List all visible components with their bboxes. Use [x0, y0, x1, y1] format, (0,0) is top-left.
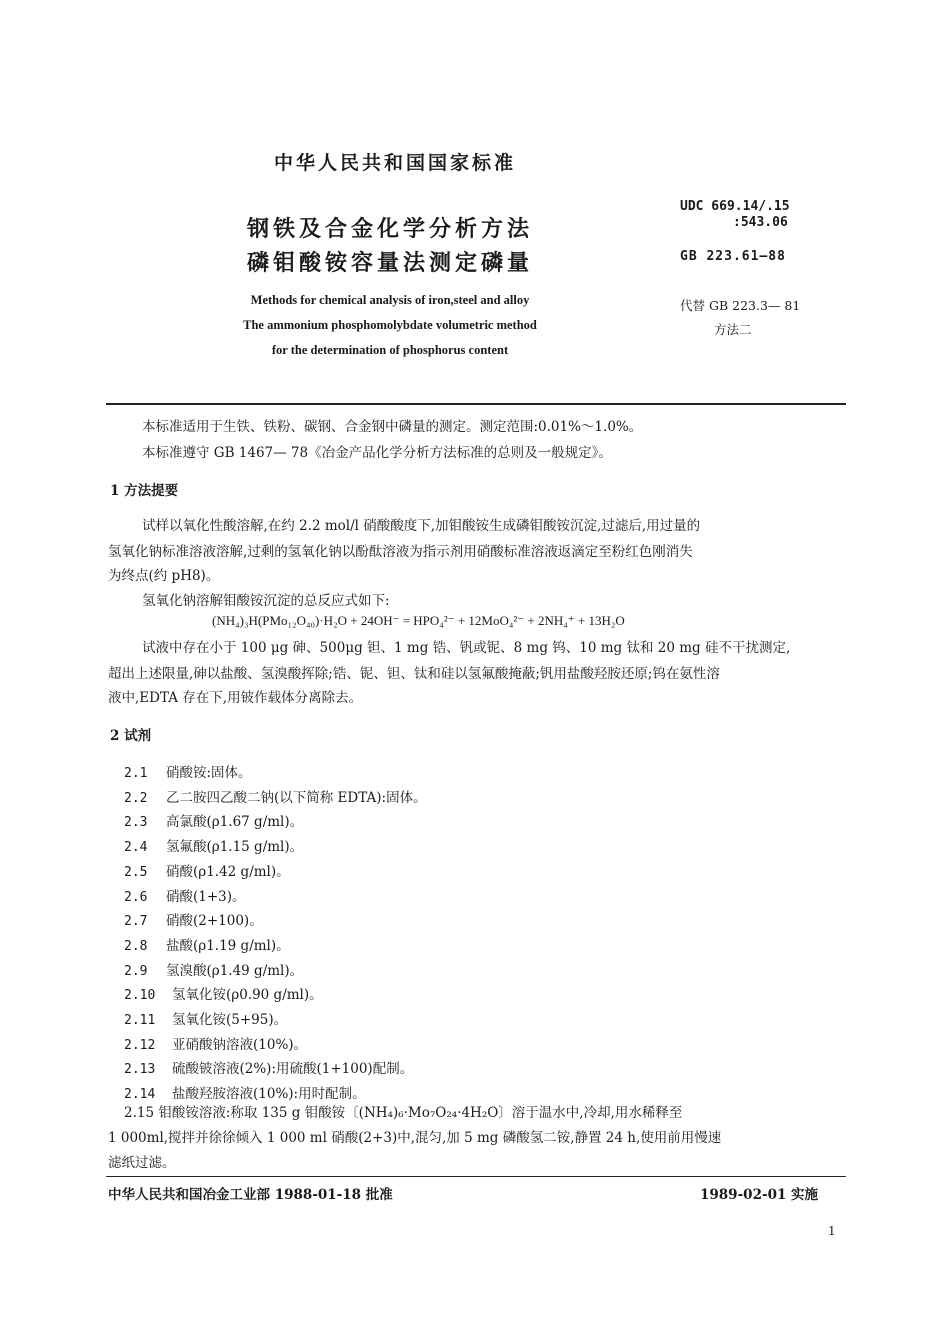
implementation-date: 1989-02-01 实施 — [700, 1187, 819, 1203]
section-2-heading: 2 试剂 — [110, 728, 152, 744]
reagent-text: 氢氟酸(ρ1.15 g/ml)。 — [166, 839, 304, 856]
reagent-item — [124, 959, 303, 979]
reagent-number: 2.13 — [124, 1062, 156, 1078]
reagent-text: 盐酸羟胺溶液(10%):用时配制。 — [172, 1086, 366, 1103]
reagent-number: 2.10 — [124, 988, 156, 1004]
reagent-text: 氢氧化铵(ρ0.90 g/ml)。 — [172, 987, 323, 1004]
reagent-number: 2.12 — [124, 1037, 156, 1053]
reagent-number: 2.2 — [124, 790, 148, 806]
reagent-number: 2.14 — [124, 1087, 156, 1103]
intro-compliance: 本标准遵守 GB 1467— 78《冶金产品化学分析方法标准的总则及一般规定》。 — [142, 445, 612, 461]
reagent-text: 硫酸铍溶液(2%):用硫酸(1+100)配制。 — [172, 1061, 414, 1078]
reagent-2-15-line-3: 滤纸过滤。 — [108, 1155, 176, 1171]
title-en-line-1: Methods for chemical analysis of iron,steel and alloy — [250, 293, 530, 307]
reagent-number: 2.11 — [124, 1013, 156, 1028]
reagent-item — [124, 761, 252, 781]
reagent-item — [124, 1082, 366, 1102]
reaction-formula: (NH₄)₃H(PMo₁₂O₄₀)·H₂O + 24OH⁻ = HPO₄²⁻ + 12MoO₄²⁻ + 2NH₄⁺ + 13H₂O — [212, 613, 625, 628]
reagent-text: 亚硝酸钠溶液(10%)。 — [172, 1036, 308, 1053]
reagent-text: 氢溴酸(ρ1.49 g/ml)。 — [166, 962, 304, 979]
reagent-number: 2.3 — [124, 815, 148, 831]
title-en-line-2: The ammonium phosphomolybdate volumetric method — [243, 318, 537, 332]
principle-line-2: 氢氧化钠标准溶液溶解,过剩的氢氧化钠以酚酞溶液为指示剂用硝酸标准溶液返滴定至粉红色刚消失 — [108, 544, 693, 560]
reagent-number: 2.7 — [124, 914, 148, 930]
title-cn-line-1: 钢铁及合金化学分析方法 — [246, 216, 533, 242]
reagent-item — [124, 934, 290, 954]
reagent-number: 2.5 — [124, 864, 148, 880]
udc-code: UDC 669.14/.15 — [680, 199, 790, 214]
reagent-text: 盐酸(ρ1.19 g/ml)。 — [166, 937, 290, 954]
reagent-text: 高氯酸(ρ1.67 g/ml)。 — [166, 814, 304, 831]
principle-line-3: 为终点(约 pH8)。 — [108, 568, 220, 584]
reagent-item — [124, 885, 246, 905]
title-en-line-3: for the determination of phosphorus content — [271, 343, 509, 357]
gb-number: GB 223.61—88 — [680, 249, 786, 264]
reagent-item — [124, 860, 290, 880]
reagent-text: 硝酸铵:固体。 — [166, 765, 252, 781]
reagent-item — [124, 835, 303, 855]
approval-line: 中华人民共和国冶金工业部 1988-01-18 批准 — [108, 1187, 393, 1203]
reagent-item — [124, 1008, 287, 1028]
reagent-text: 氢氧化铵(5+95)。 — [172, 1012, 288, 1028]
reagent-item — [124, 909, 263, 929]
udc-code-suffix: :543.06 — [733, 215, 788, 230]
method-number: 方法二 — [714, 322, 752, 337]
reagent-item — [124, 983, 323, 1003]
reagent-item — [124, 1033, 307, 1053]
reagent-text: 硝酸(2+100)。 — [166, 913, 263, 930]
reagent-number: 2.6 — [124, 889, 148, 905]
country-standard-title: 中华人民共和国国家标准 — [273, 152, 516, 174]
reagent-text: 硝酸(ρ1.42 g/ml)。 — [166, 863, 290, 880]
reagent-text: 硝酸(1+3)。 — [166, 888, 246, 905]
interference-line-1: 试液中存在小于 100 μg 砷、500μg 钽、1 mg 锆、钒或铌、8 mg 钨、10 mg 钛和 20 mg 硅不干扰测定, — [142, 640, 791, 656]
reagent-item — [124, 810, 303, 830]
header-divider — [106, 403, 846, 405]
reagent-2-15-line-2: 1 000ml,搅拌并徐徐倾入 1 000 ml 硝酸(2+3)中,混匀,加 5 mg 磷酸氢二铵,静置 24 h,使用前用慢速 — [108, 1130, 722, 1146]
reaction-intro: 氢氧化钠溶解钼酸铵沉淀的总反应式如下: — [142, 593, 390, 609]
principle-line-1: 试样以氧化性酸溶解,在约 2.2 mol/l 硝酸酸度下,加钼酸铵生成磷钼酸铵沉淀,过滤后,用过量的 — [142, 518, 701, 534]
reagent-number: 2.8 — [124, 938, 148, 954]
reagent-number: 2.9 — [124, 963, 148, 979]
reagent-2-15-line-1: 2.15 钼酸铵溶液:称取 135 g 钼酸铵〔(NH₄)₆·Mo₇O₂₄·4H₂O〕溶于温水中,冷却,用水稀释至 — [124, 1105, 683, 1121]
interference-line-2: 超出上述限量,砷以盐酸、氢溴酸挥除;锆、铌、钽、钛和硅以氢氟酸掩蔽;钒用盐酸羟胺还原;钨在氨性溶 — [108, 666, 720, 682]
reagent-item — [124, 786, 427, 806]
section-1-heading: 1 方法提要 — [110, 483, 179, 499]
intro-scope: 本标准适用于生铁、铁粉、碳钢、合金钢中磷量的测定。测定范围:0.01%～1.0%。 — [142, 419, 643, 435]
reagent-number: 2.4 — [124, 840, 148, 856]
reagent-text: 乙二胺四乙酸二钠(以下简称 EDTA):固体。 — [166, 789, 427, 806]
interference-line-3: 液中,EDTA 存在下,用铍作载体分离除去。 — [108, 690, 363, 706]
replaces-standard: 代替 GB 223.3— 81 — [680, 298, 801, 313]
title-cn-line-2: 磷钼酸铵容量法测定磷量 — [246, 250, 533, 276]
footer-divider — [106, 1176, 846, 1177]
reagent-number: 2.1 — [124, 766, 148, 781]
page-number: 1 — [828, 1224, 836, 1238]
reagent-item — [124, 1057, 413, 1077]
